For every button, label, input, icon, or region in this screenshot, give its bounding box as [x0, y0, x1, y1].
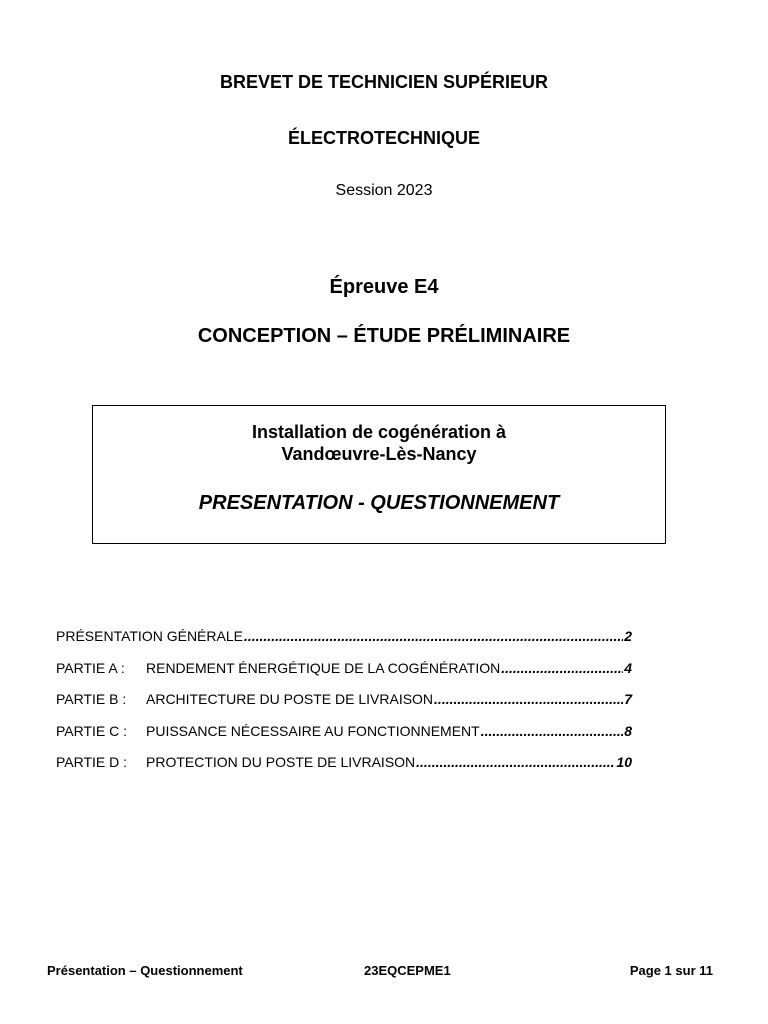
footer-page-number: Page 1 sur 11 — [629, 963, 713, 978]
toc-entry-title: PUISSANCE NÉCESSAIRE AU FONCTIONNEMENT — [146, 722, 480, 739]
toc-entry-part: PARTIE C : — [56, 722, 128, 739]
toc-leader-dots — [434, 691, 623, 707]
subject-line-2: Vandœuvre-Lès-Nancy — [281, 444, 477, 464]
subject-title — [93, 421, 665, 465]
toc-entry-partie-c[interactable] — [56, 723, 632, 743]
session-label: Session 2023 — [335, 182, 433, 199]
toc-entry-presentation[interactable] — [56, 628, 632, 648]
toc-leader-dots — [244, 628, 623, 644]
toc-leader-dots — [416, 754, 615, 770]
footer-document-type: Présentation – Questionnement — [47, 963, 243, 978]
toc-entry-title: RENDEMENT ÉNERGÉTIQUE DE LA COGÉNÉRATION — [146, 659, 501, 676]
epreuve-label: Épreuve E4 — [329, 276, 439, 298]
toc-entry-page: 8 — [624, 722, 632, 739]
document-heading: PRESENTATION - QUESTIONNEMENT — [198, 492, 560, 514]
toc-entry-title: ARCHITECTURE DU POSTE DE LIVRAISON — [146, 691, 434, 707]
toc-leader-dots — [501, 660, 623, 676]
footer-document-code: 23EQCEPME1 — [364, 963, 451, 978]
toc-entry-part: PARTIE D : — [56, 754, 128, 770]
toc-entry-page: 10 — [616, 754, 632, 770]
diploma-title: BREVET DE TECHNICIEN SUPÉRIEUR — [219, 72, 549, 92]
subject-line-1: Installation de cogénération à — [251, 422, 507, 442]
toc-entry-page: 7 — [624, 691, 632, 707]
table-of-contents — [56, 628, 632, 786]
epreuve-title: CONCEPTION – ÉTUDE PRÉLIMINAIRE — [197, 325, 571, 347]
toc-entry-page: 4 — [624, 659, 632, 676]
specialty-title: ÉLECTROTECHNIQUE — [287, 128, 480, 148]
toc-entry-partie-d[interactable] — [56, 754, 632, 774]
toc-entry-partie-a[interactable] — [56, 660, 632, 680]
toc-entry-title: PROTECTION DU POSTE DE LIVRAISON — [146, 754, 416, 770]
toc-entry-title: PRÉSENTATION GÉNÉRALE — [56, 628, 243, 644]
subject-frame — [92, 405, 666, 544]
toc-leader-dots — [481, 723, 623, 739]
toc-entry-part: PARTIE B : — [56, 691, 127, 707]
toc-entry-part: PARTIE A : — [56, 659, 125, 676]
toc-entry-partie-b[interactable] — [56, 691, 632, 711]
toc-entry-page: 2 — [624, 628, 632, 644]
